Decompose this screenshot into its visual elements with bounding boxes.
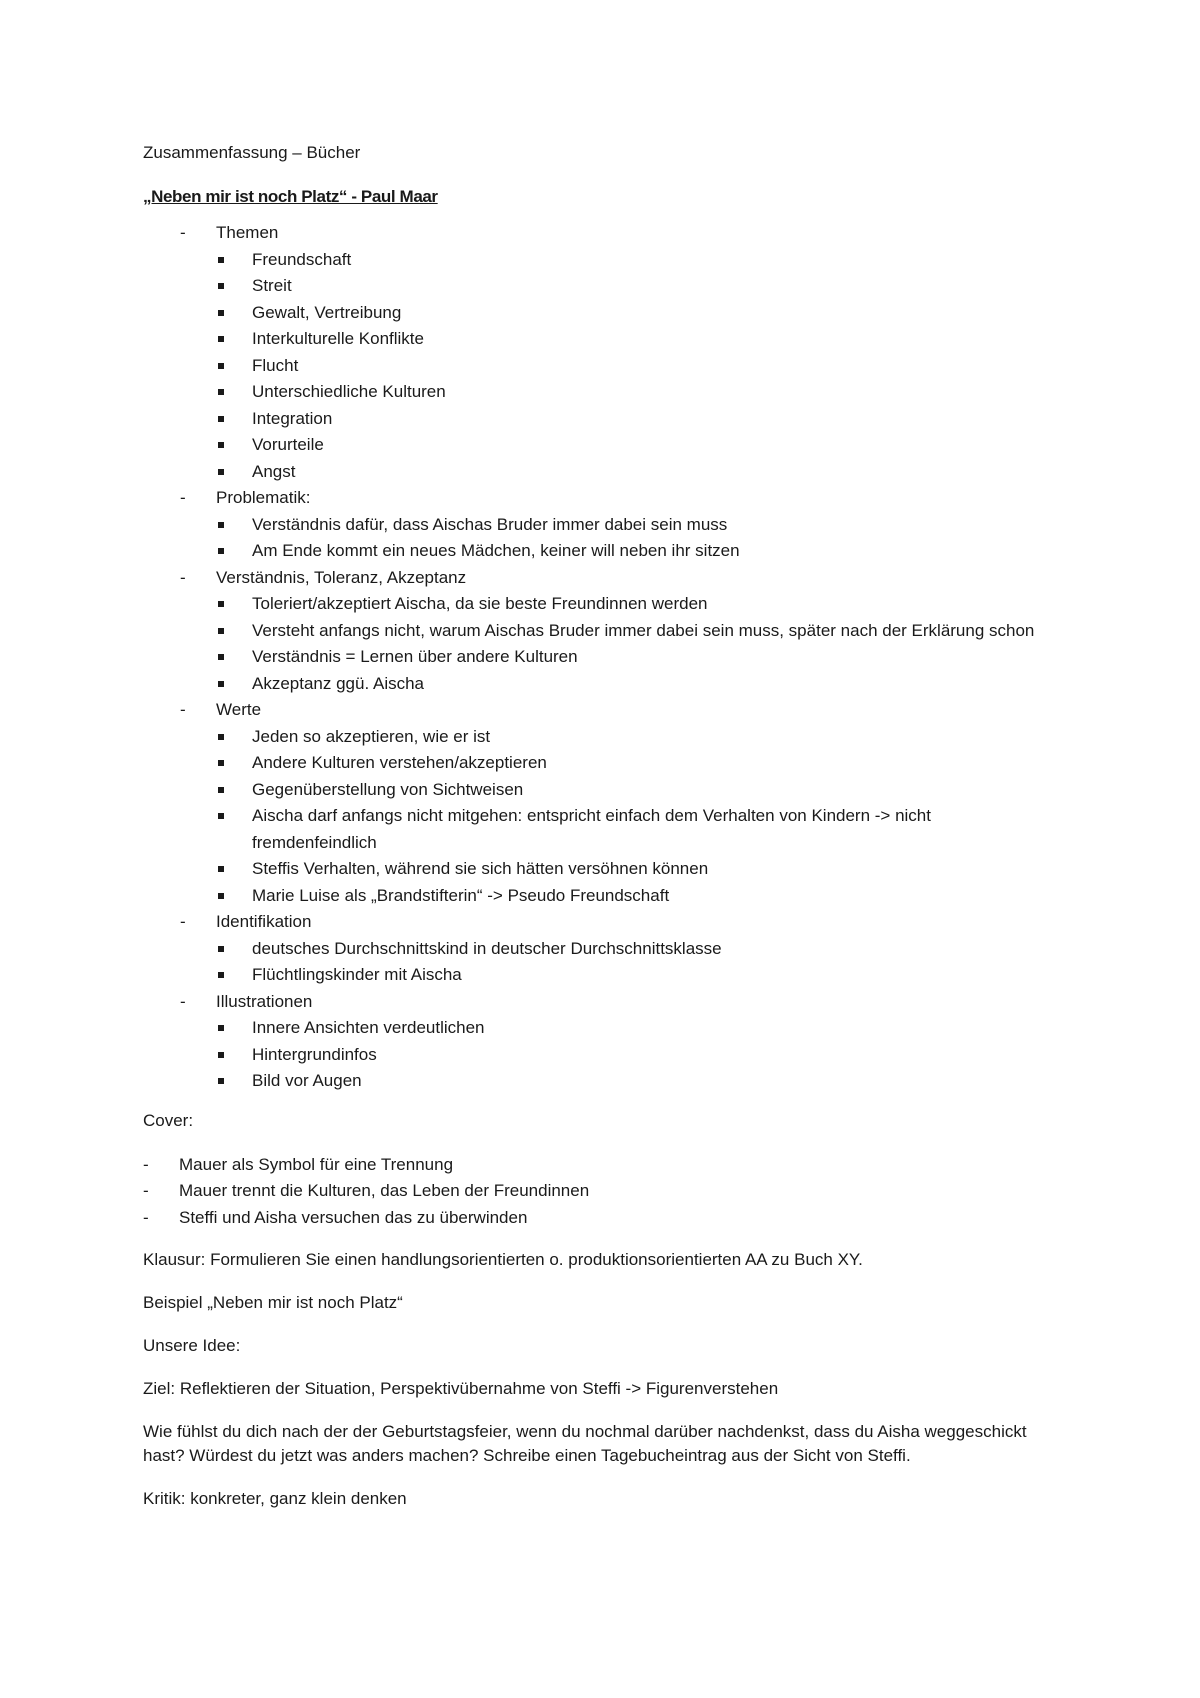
list-item: Unterschiedliche Kulturen (216, 379, 1063, 406)
list-item: Verständnis = Lernen über andere Kulturen (216, 644, 1063, 671)
section-label: Problematik: (216, 488, 311, 507)
square-bullet-icon (218, 283, 224, 289)
list-item: Gewalt, Vertreibung (216, 300, 1063, 327)
list-item: Hintergrundinfos (216, 1042, 1063, 1069)
square-bullet-icon (218, 469, 224, 475)
section-identifikation (143, 909, 1063, 989)
sub-list (216, 247, 1063, 486)
kritik-text: Kritik: konkreter, ganz klein denken (143, 1489, 407, 1508)
square-bullet-icon (218, 628, 224, 634)
dash-bullet: - (143, 1154, 149, 1174)
section-verstaendnis (143, 565, 1063, 698)
dash-bullet: - (180, 567, 186, 587)
list-item: Gegenüberstellung von Sichtweisen (216, 777, 1063, 804)
square-bullet-icon (218, 257, 224, 263)
dash-bullet: - (180, 912, 186, 931)
square-bullet-icon (218, 522, 224, 528)
dash-bullet: - (180, 700, 186, 719)
list-item: Vorurteile (216, 432, 1063, 459)
topic-list (143, 220, 1063, 1095)
square-bullet-icon (218, 389, 224, 395)
list-item: - Mauer trennt die Kulturen, das Leben der Freundinnen (143, 1178, 1063, 1205)
list-item: Versteht anfangs nicht, warum Aischas Bruder immer dabei sein muss, später nach der Erklärung schon (216, 618, 1063, 645)
list-item: Interkulturelle Konflikte (216, 326, 1063, 353)
sub-list (216, 1015, 1063, 1095)
list-item: Aischa darf anfangs nicht mitgehen: entspricht einfach dem Verhalten von Kindern -> nicht fremdenfeindlich (216, 803, 1063, 856)
square-bullet-icon (218, 760, 224, 766)
idee-text: Unsere Idee: (143, 1336, 241, 1355)
square-bullet-icon (218, 734, 224, 740)
list-item: Akzeptanz ggü. Aischa (216, 671, 1063, 698)
section-illustrationen (143, 989, 1063, 1095)
square-bullet-icon (218, 681, 224, 687)
square-bullet-icon (218, 336, 224, 342)
section-label: Illustrationen (216, 991, 313, 1011)
dash-bullet: - (180, 991, 186, 1011)
list-item: - Mauer als Symbol für eine Trennung (143, 1152, 1063, 1179)
beispiel-text: Beispiel „Neben mir ist noch Platz“ (143, 1293, 403, 1312)
sub-list (216, 512, 1063, 565)
section-themen (143, 220, 1063, 485)
list-item: Freundschaft (216, 247, 1063, 274)
list-item: Streit (216, 273, 1063, 300)
list-item: Andere Kulturen verstehen/akzeptieren (216, 750, 1063, 777)
book-title: „Neben mir ist noch Platz“ - Paul Maar (143, 187, 438, 206)
list-item: Jeden so akzeptieren, wie er ist (216, 724, 1063, 751)
square-bullet-icon (218, 946, 224, 952)
dash-bullet: - (143, 1181, 149, 1200)
square-bullet-icon (218, 654, 224, 660)
list-item: - Steffi und Aisha versuchen das zu überwinden (143, 1205, 1063, 1232)
square-bullet-icon (218, 416, 224, 422)
square-bullet-icon (218, 1025, 224, 1031)
sub-list (216, 936, 1063, 989)
square-bullet-icon (218, 972, 224, 978)
section-problematik (143, 485, 1063, 565)
section-label: Themen (216, 223, 279, 242)
list-item: Am Ende kommt ein neues Mädchen, keiner will neben ihr sitzen (216, 538, 1063, 565)
square-bullet-icon (218, 813, 224, 819)
square-bullet-icon (218, 601, 224, 607)
dash-bullet: - (180, 488, 186, 507)
list-item: Toleriert/akzeptiert Aischa, da sie beste Freundinnen werden (216, 591, 1063, 618)
list-item: Flüchtlingskinder mit Aischa (216, 962, 1063, 989)
section-label: Identifikation (216, 912, 312, 931)
list-item: Angst (216, 459, 1063, 486)
document-heading: Zusammenfassung – Bücher (143, 143, 361, 162)
list-item: Innere Ansichten verdeutlichen (216, 1015, 1063, 1042)
sub-list (216, 724, 1063, 910)
list-item: Flucht (216, 353, 1063, 380)
square-bullet-icon (218, 1052, 224, 1058)
square-bullet-icon (218, 787, 224, 793)
square-bullet-icon (218, 866, 224, 872)
cover-list (143, 1152, 1063, 1232)
square-bullet-icon (218, 363, 224, 369)
list-item: deutsches Durchschnittskind in deutscher Durchschnittsklasse (216, 936, 1063, 963)
list-item: Marie Luise als „Brandstifterin“ -> Pseudo Freundschaft (216, 883, 1063, 910)
list-item: Bild vor Augen (216, 1068, 1063, 1095)
klausur-text: Klausur: Formulieren Sie einen handlungsorientierten o. produktionsorientierten AA zu Buch XY. (143, 1250, 863, 1269)
section-label: Werte (216, 700, 262, 719)
list-item: Verständnis dafür, dass Aischas Bruder immer dabei sein muss (216, 512, 1063, 539)
square-bullet-icon (218, 442, 224, 448)
square-bullet-icon (218, 1078, 224, 1084)
list-item: Steffis Verhalten, während sie sich hätten versöhnen können (216, 856, 1063, 883)
cover-label: Cover: (143, 1110, 194, 1130)
dash-bullet: - (143, 1207, 149, 1227)
square-bullet-icon (218, 310, 224, 316)
square-bullet-icon (218, 548, 224, 554)
dash-bullet: - (180, 223, 186, 242)
aufgabe-text: Wie fühlst du dich nach der der Geburtstagsfeier, wenn du nochmal darüber nachdenkst, dass du Aisha weggeschickt hast? Würdest du jetzt was anders machen? Schreibe einen Tagebucheintrag aus der Sicht von Steffi. (143, 1422, 1027, 1465)
section-werte (143, 697, 1063, 909)
document-page (143, 140, 1063, 1530)
sub-list (216, 591, 1063, 697)
list-item: Integration (216, 406, 1063, 433)
square-bullet-icon (218, 893, 224, 899)
ziel-text: Ziel: Reflektieren der Situation, Perspektivübernahme von Steffi -> Figurenverstehen (143, 1379, 779, 1398)
section-label: Verständnis, Toleranz, Akzeptanz (216, 567, 467, 587)
